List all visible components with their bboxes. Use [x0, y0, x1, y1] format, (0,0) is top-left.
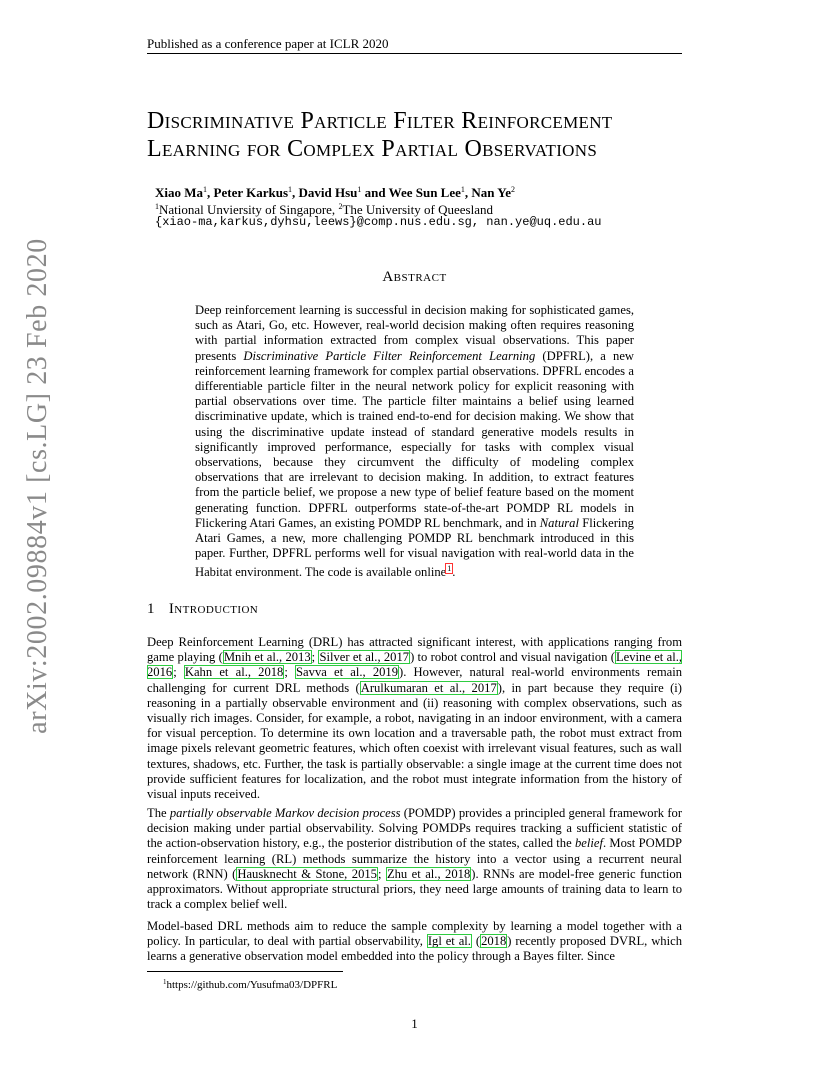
abstract-text: (DPFRL), a new reinforcement learning framework for complex partial observations. DPFRL encodes a differentiable particle filter in the neural network policy for explicit reasoning with partial observations over time. The particle filter maintains a belief using learned discriminative update, which is trained end-to-end for decision making. We show that using the discriminative update instead of standard generative models results in significantly improved performance, especially for tasks with complex visual observations, because they circumvent the difficulty of modeling complex observations that are irrelevant to decision making. In addition, to extract features from the particle belief, we propose a new type of belief feature based on the moment generating function. DPFRL outperforms state-of-the-art POMDP RL models in Flickering Atari Games, an existing POMDP RL benchmark, and in — [195, 348, 635, 530]
arxiv-stamp-text: arXiv:2002.09884v1 [cs.LG] 23 Feb 2020 — [22, 238, 53, 734]
abstract-body — [195, 303, 634, 581]
footnote — [163, 975, 337, 992]
author-name: Wee Sun Lee — [388, 185, 461, 200]
paragraph-text: . Most POMDP reinforcement learning (RL) methods summarize the history into a vector using a recurrent neural network (RNN) ( — [147, 836, 682, 881]
paragraph-text: ; — [377, 866, 386, 881]
paragraph-text: ) to robot control and visual navigation ( — [410, 650, 615, 665]
paragraph-emphasis: belief — [574, 836, 603, 851]
paragraph-text: ). RNNs are model-free generic function approximators. Without appropriate structural priors, they need large amounts of training data to learn to track a complex belief well. — [147, 866, 682, 912]
paragraph-text: Deep Reinforcement Learning (DRL) has attracted significant interest, with applications ranging from game playing ( — [147, 635, 682, 665]
page-number: 1 — [411, 1016, 418, 1031]
citation-link[interactable]: Hausknecht & Stone, 2015 — [237, 866, 377, 881]
affiliation-mark: 1 — [357, 185, 362, 194]
affiliation-mark: 1 — [288, 185, 293, 194]
abstract-emphasis: Discriminative Particle Filter Reinforcement Learning — [243, 348, 536, 363]
intro-paragraph-3 — [147, 919, 682, 965]
affiliation-1: National Unviersity of Singapore, — [159, 202, 339, 217]
paragraph-text: ( — [471, 934, 481, 949]
author-conjunction: and — [361, 185, 389, 200]
affiliation-mark: 1 — [460, 185, 465, 194]
paragraph-text: (POMDP) provides a principled general framework for decision making under partial observability. Solving POMDPs requires tracking a sufficient statistic of the action-observation history, e.g., the posterior distribution of the states, called the — [147, 806, 683, 851]
abstract-text: Deep reinforcement learning is successful in decision making for sophisticated games, such as Atari, Go, etc. However, real-world decision making often requires reasoning with partial information extracted from complex visual observations. This paper presents — [195, 303, 634, 363]
header-rule — [147, 53, 682, 54]
footnote-mark: 1 — [163, 978, 167, 986]
intro-paragraph-2 — [147, 806, 682, 912]
citation-link[interactable]: 2018 — [481, 934, 507, 949]
author-name: Peter Karkus — [213, 185, 289, 200]
footnote-url[interactable]: https://github.com/Yusufma03/DPFRL — [166, 979, 338, 991]
citation-link[interactable]: Levine et al., 2016 — [147, 650, 682, 680]
arxiv-stamp — [18, 238, 58, 734]
section-number: 1 — [147, 601, 155, 617]
author-separator: , — [292, 185, 299, 200]
paragraph-text: ; — [284, 665, 296, 680]
author-emails: {xiao-ma,karkus,dyhsu,leews}@comp.nus.edu.sg, nan.ye@uq.edu.au — [155, 215, 602, 229]
citation-link[interactable]: Kahn et al., 2018 — [184, 665, 284, 680]
paragraph-text: Model-based DRL methods aim to reduce the sample complexity by learning a model together with a policy. In particular, to deal with partial observability, — [147, 919, 682, 949]
citation-link[interactable]: Igl et al. — [427, 934, 471, 949]
abstract-heading: Abstract — [382, 269, 447, 285]
affiliation-mark: 1 — [203, 185, 208, 194]
citation-link[interactable]: Zhu et al., 2018 — [386, 866, 471, 881]
abstract-text: . — [452, 565, 456, 580]
abstract-emphasis: Natural — [539, 515, 579, 530]
footnote-link[interactable]: 1 — [447, 564, 452, 574]
affiliation-mark: 2 — [338, 202, 343, 211]
paper-title — [147, 107, 707, 163]
citation-link[interactable]: Mnih et al., 2013 — [223, 650, 311, 665]
running-head: Published as a conference paper at ICLR 2020 — [147, 36, 389, 51]
author-separator: , — [207, 185, 214, 200]
paragraph-text: ). However, natural real-world environments remain challenging for current DRL methods ( — [147, 665, 682, 695]
paragraph-emphasis: partially observable Markov decision process — [169, 806, 401, 820]
citation-link[interactable]: Silver et al., 2017 — [319, 650, 410, 665]
author-name: Nan Ye — [471, 185, 511, 200]
affiliation-2: The University of Queesland — [342, 202, 493, 217]
paragraph-text: ; — [173, 665, 184, 680]
author-separator: , — [464, 185, 472, 200]
title-line-1: Discriminative Particle Filter Reinforcement — [147, 108, 613, 134]
abstract-text: Flickering Atari Games, a new, more challenging POMDP RL benchmark introduced in this paper. Further, DPFRL performs well for visual navigation with real-world data in the Habitat environment. The code is available online — [195, 515, 634, 580]
footnote-rule — [147, 971, 343, 972]
paragraph-text: ; — [311, 650, 319, 665]
paragraph-text: The — [147, 806, 170, 820]
citation-link[interactable]: Savva et al., 2019 — [296, 665, 399, 680]
section-title: Introduction — [168, 601, 259, 617]
affiliation-mark: 1 — [155, 202, 159, 211]
citation-link[interactable]: Arulkumaran et al., 2017 — [360, 680, 497, 695]
paragraph-text: ), in part because they require (i) reasoning in a partially observable environment and (ii) reasoning with complex observations, such as visually rich images. Consider, for example, a robot, navigating in an indoor environment, with a camera for visual perception. To determine its own location and a traversable path, the robot must extract from image pixels relevant geometric features, which often coexist with irrelevant visual features, such as wall textures, shadows, etc. Further, the task is partially observable: a single image at the current time does not provide sufficient features for localization, and the robot must integrate information from the history of visual inputs received. — [147, 680, 682, 802]
author-name: David Hsu — [298, 185, 358, 200]
title-line-2: Learning for Complex Partial Observations — [147, 136, 598, 162]
author-name: Xiao Ma — [155, 185, 204, 200]
paragraph-text: ) recently proposed DVRL, which learns a generative observation model embedded into the policy through a Bayes filter. Since — [147, 934, 682, 964]
section-heading-introduction — [147, 600, 258, 618]
affiliation-mark: 2 — [511, 185, 515, 194]
intro-paragraph-1 — [147, 635, 682, 802]
